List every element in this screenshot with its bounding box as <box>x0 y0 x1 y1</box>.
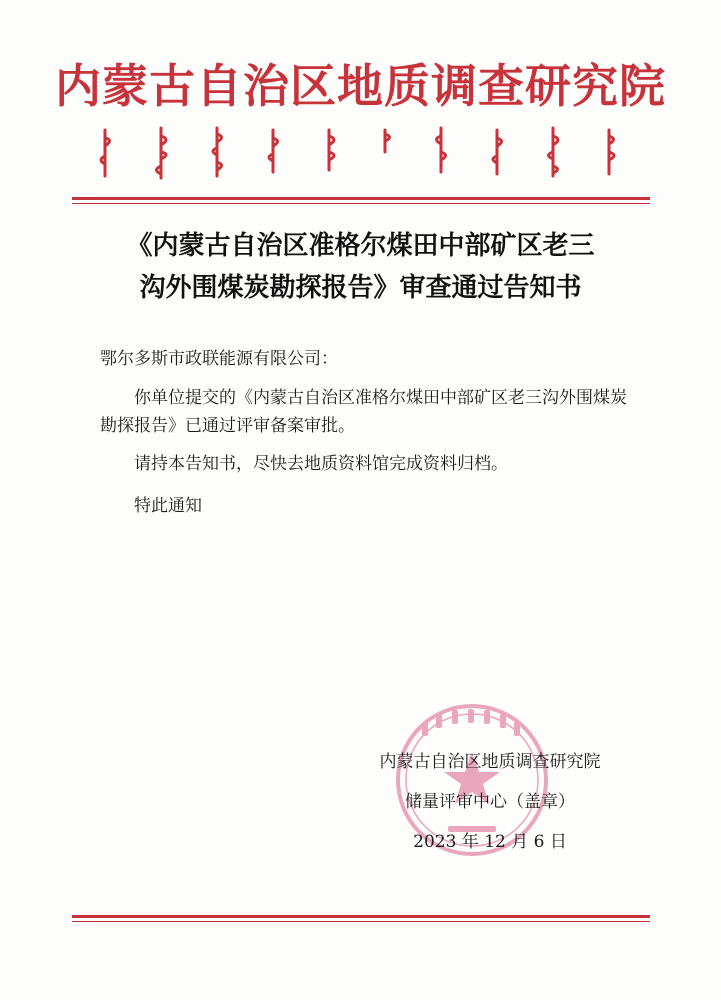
mongolian-script-letterhead <box>95 122 640 184</box>
footer-rule <box>72 915 650 922</box>
signature-date: 2023 年 12 月 6 日 <box>413 832 567 852</box>
letterhead-top-rule <box>72 197 650 204</box>
document-title-line-2: 沟外围煤炭勘探报告》审查通过告知书 <box>139 273 582 303</box>
document-title-line-1: 《内蒙古自治区准格尔煤田中部矿区老三 <box>126 231 595 261</box>
letterhead-org-name: 内蒙古自治区地质调查研究院 <box>55 59 666 113</box>
body-paragraph-2: 请持本告知书，尽快去地质资料馆完成资料归档。 <box>134 454 508 474</box>
signature-org: 内蒙古自治区地质调查研究院 <box>379 752 601 772</box>
body-paragraph-1: 你单位提交的《内蒙古自治区准格尔煤田中部矿区老三沟外围煤炭勘探报告》已通过评审备案审批。 <box>100 388 627 436</box>
signature-dept: 储量评审中心（盖章） <box>405 792 575 812</box>
document-title <box>0 225 721 309</box>
document-body <box>100 345 640 520</box>
signature-block <box>330 742 650 862</box>
mongolian-script-graphic <box>95 122 640 184</box>
salutation: 鄂尔多斯市政联能源有限公司： <box>100 349 338 369</box>
closing-text: 特此通知 <box>134 496 202 516</box>
